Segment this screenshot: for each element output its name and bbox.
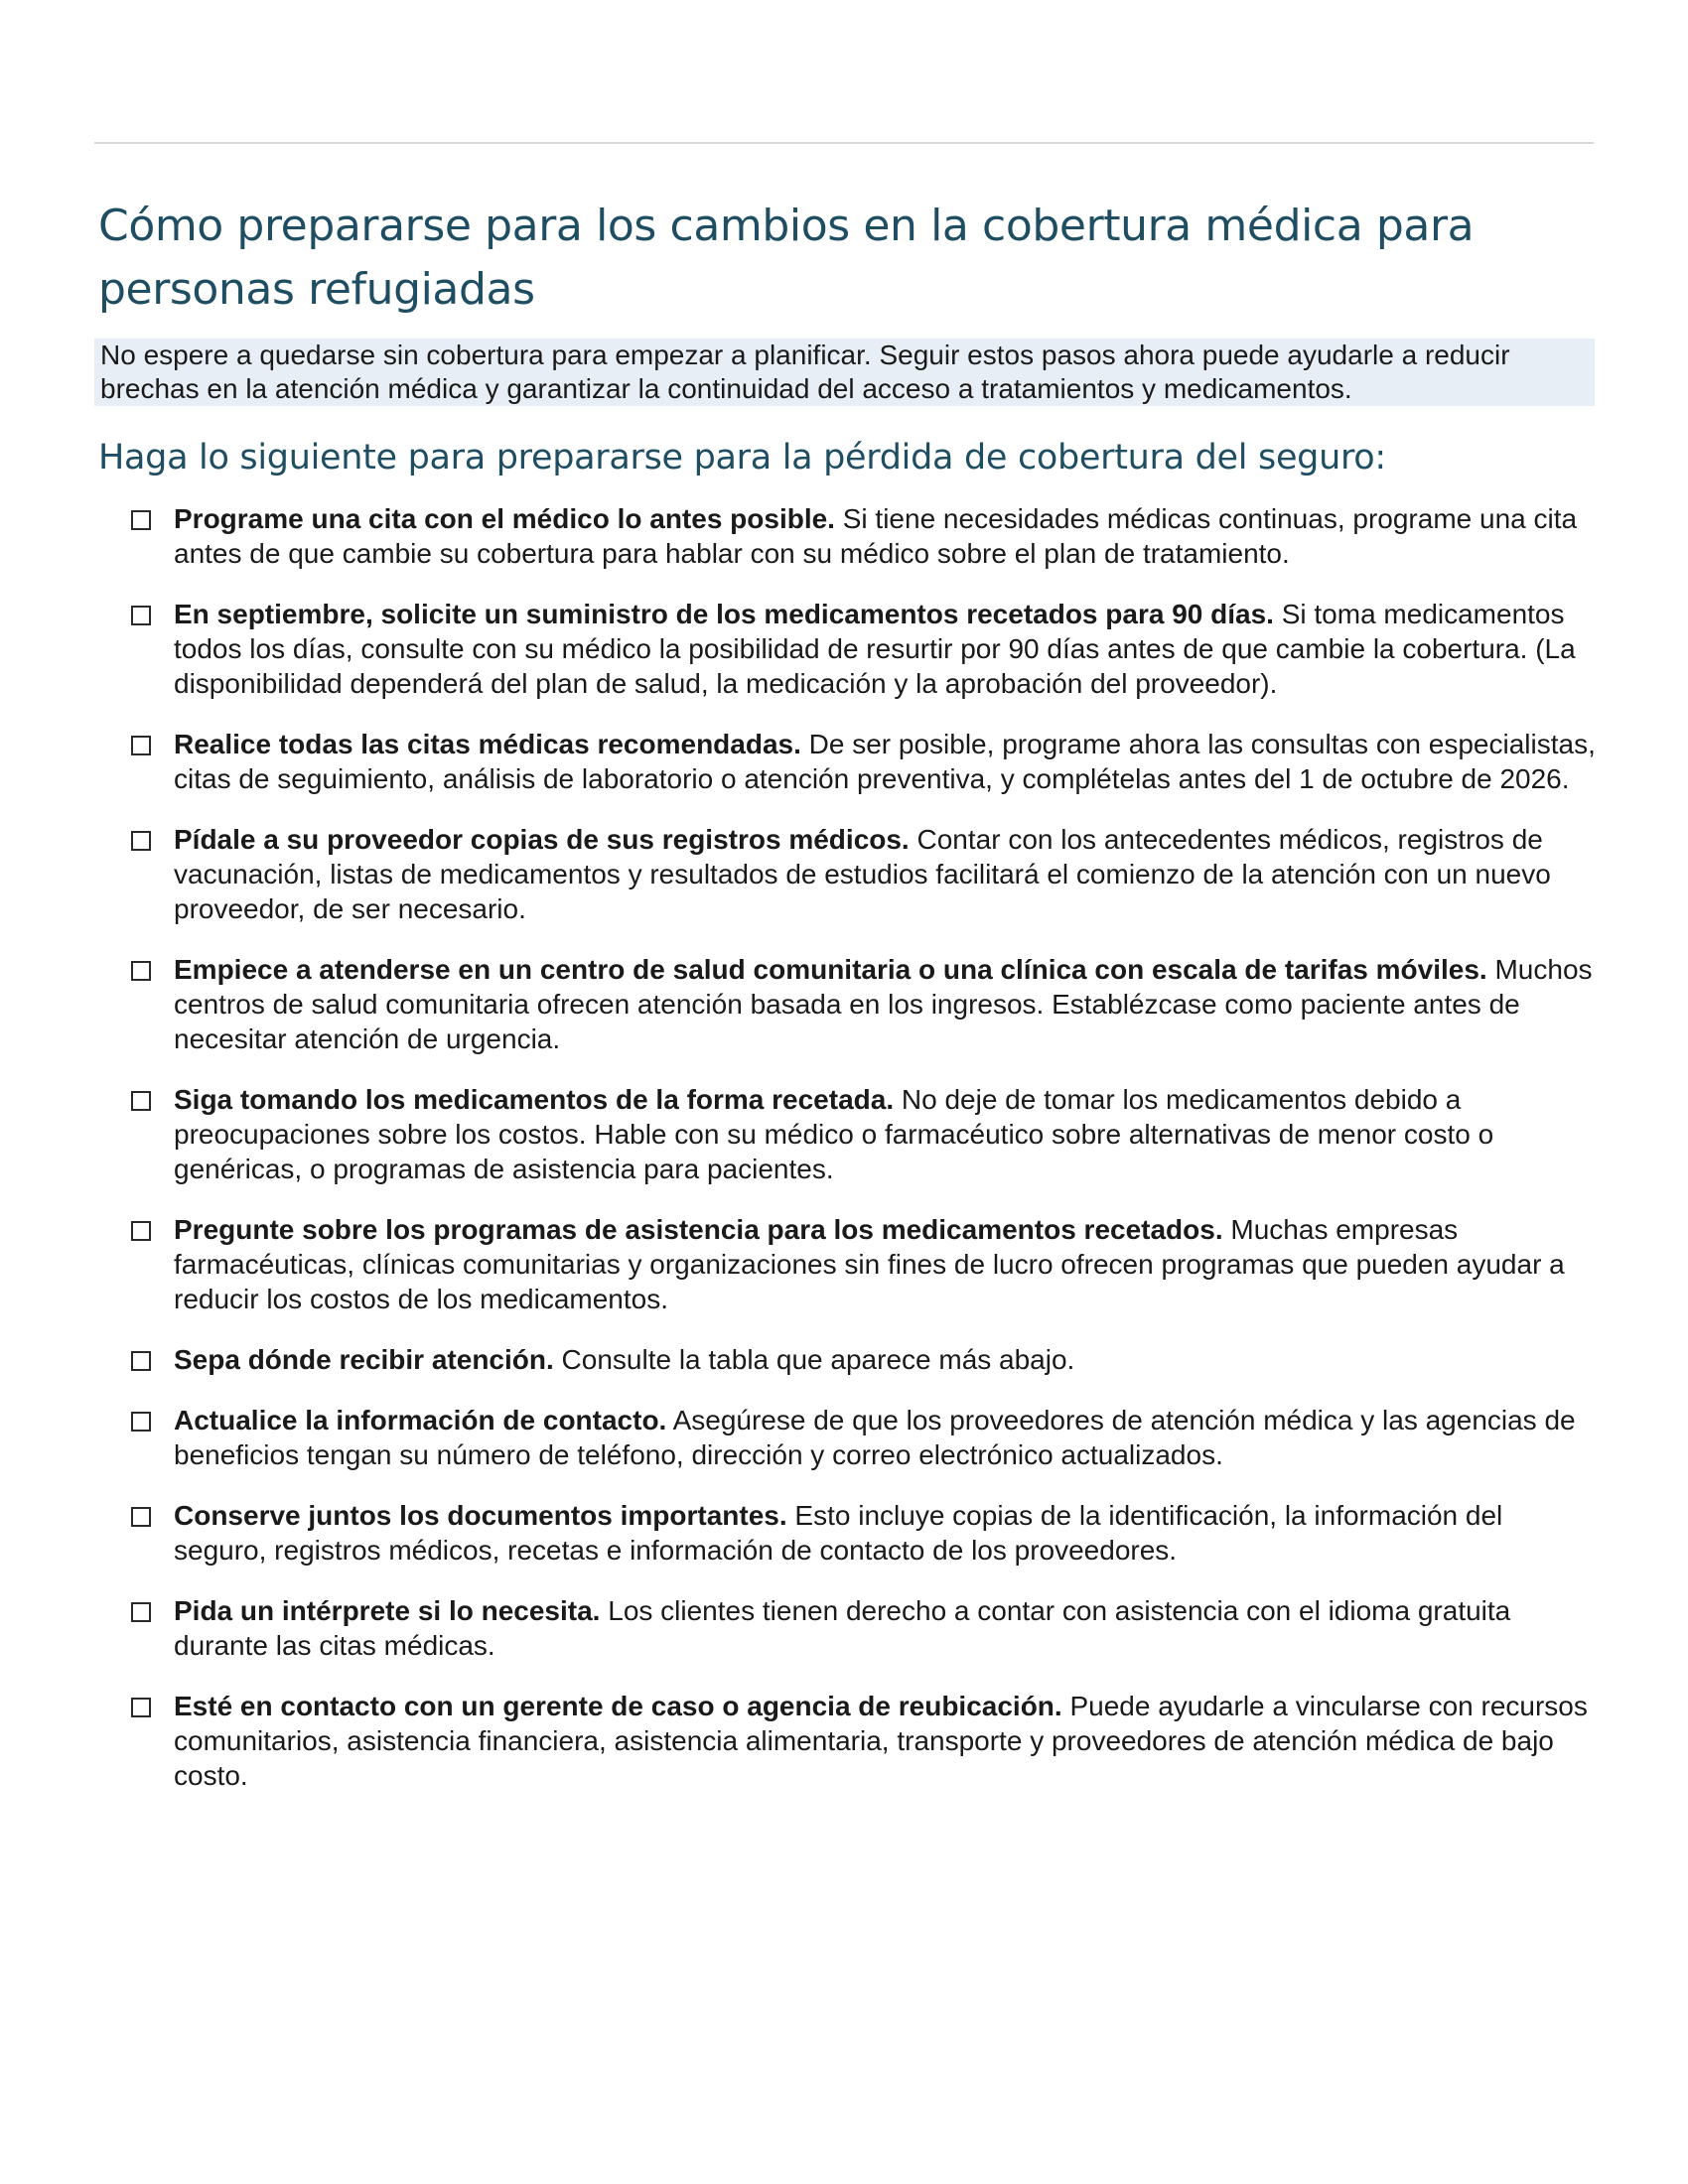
checklist-item bbox=[129, 1403, 1599, 1472]
checklist-item-body: Si tiene necesidades médicas continuas, programe una cita antes de que cambie su cobertura para hablar con su médico sobre el plan de tratamiento. bbox=[174, 503, 1578, 569]
checklist-item-title: Empiece a atenderse en un centro de salud comunitaria o una clínica con escala de tarifas móviles. bbox=[174, 954, 1487, 985]
checklist-item-text bbox=[174, 503, 1577, 569]
checklist-item-title: En septiembre, solicite un suministro de los medicamentos recetados para 90 días. bbox=[174, 599, 1274, 629]
checklist-item-body: Muchos centros de salud comunitaria ofrecen atención basada en los ingresos. Establézcase como paciente antes de necesitar atención de urgencia. bbox=[174, 954, 1593, 1054]
checklist-item bbox=[129, 952, 1599, 1056]
checklist-item-title: Esté en contacto con un gerente de caso o agencia de reubicación. bbox=[174, 1691, 1062, 1721]
checklist-item-title: Pídale a su proveedor copias de sus registros médicos. bbox=[174, 824, 910, 855]
checkbox-icon[interactable] bbox=[131, 510, 151, 530]
header-divider bbox=[94, 142, 1594, 144]
checkbox-icon[interactable] bbox=[131, 831, 151, 851]
checkbox-icon[interactable] bbox=[131, 1221, 151, 1241]
checklist-item-title: Conserve juntos los documentos importantes. bbox=[174, 1500, 787, 1531]
checklist-item-body: Muchas empresas farmacéuticas, clínicas comunitarias y organizaciones sin fines de lucro ofrecen programas que pueden ayudar a reducir los costos de los medicamentos. bbox=[174, 1214, 1565, 1314]
checklist-item-text bbox=[174, 1214, 1565, 1314]
checklist-item bbox=[129, 822, 1599, 926]
checkbox-icon[interactable] bbox=[131, 606, 151, 625]
checkbox-icon[interactable] bbox=[131, 1507, 151, 1527]
checklist-item bbox=[129, 1342, 1599, 1377]
intro-callout bbox=[94, 339, 1595, 406]
page-title: Cómo prepararse para los cambios en la cobertura médica para personas refugiadas bbox=[98, 201, 1475, 315]
checklist-item-title: Realice todas las citas médicas recomendadas. bbox=[174, 729, 801, 759]
checklist-item-body: Puede ayudarle a vincularse con recursos comunitarios, asistencia financiera, asistencia alimentaria, transporte y proveedores de atención médica de bajo costo. bbox=[174, 1691, 1588, 1791]
checklist-item-body: Si toma medicamentos todos los días, consulte con su médico la posibilidad de resurtir por 90 días antes de que cambie la cobertura. (La disponibilidad dependerá del plan de salud, la medicación y la aprobación del proveedor). bbox=[174, 599, 1576, 699]
checklist-item-text bbox=[174, 1691, 1588, 1791]
checklist-item-text bbox=[174, 1405, 1576, 1470]
checklist-item bbox=[129, 501, 1599, 571]
checkbox-icon[interactable] bbox=[131, 1412, 151, 1432]
checklist-item-body: No deje de tomar los medicamentos debido a preocupaciones sobre los costos. Hable con su médico o farmacéutico sobre alternativas de menor costo o genéricas, o programas de asistencia para pacientes. bbox=[174, 1084, 1494, 1184]
checklist-item-title: Actualice la información de contacto. bbox=[174, 1405, 667, 1435]
checklist-item-text bbox=[174, 824, 1551, 924]
checklist-item-body: Los clientes tienen derecho a contar con asistencia con el idioma gratuita durante las citas médicas. bbox=[174, 1595, 1511, 1661]
checklist-item bbox=[129, 1212, 1599, 1316]
checklist-item-text bbox=[174, 729, 1596, 794]
checklist-item-body: De ser posible, programe ahora las consultas con especialistas, citas de seguimiento, análisis de laboratorio o atención preventiva, y complételas antes del 1 de octubre de 2026. bbox=[174, 729, 1596, 794]
checklist-item bbox=[129, 1689, 1599, 1793]
checkbox-icon[interactable] bbox=[131, 1351, 151, 1371]
checklist-item-text bbox=[174, 1500, 1502, 1566]
checklist-item-body: Contar con los antecedentes médicos, registros de vacunación, listas de medicamentos y resultados de estudios facilitará el comienzo de la atención con un nuevo proveedor, de ser necesario. bbox=[174, 824, 1551, 924]
checklist-item-text bbox=[174, 1344, 1074, 1375]
checklist-item-body: Asegúrese de que los proveedores de atención médica y las agencias de beneficios tengan su número de teléfono, dirección y correo electrónico actualizados. bbox=[174, 1405, 1576, 1470]
checklist-item-title: Siga tomando los medicamentos de la forma recetada. bbox=[174, 1084, 895, 1115]
checkbox-icon[interactable] bbox=[131, 1091, 151, 1111]
checklist-item-text bbox=[174, 954, 1593, 1054]
checklist-item bbox=[129, 597, 1599, 701]
checklist-item-title: Pregunte sobre los programas de asistencia para los medicamentos recetados. bbox=[174, 1214, 1223, 1245]
intro-text: No espere a quedarse sin cobertura para empezar a planificar. Seguir estos pasos ahora puede ayudarle a reducir brechas en la atención médica y garantizar la continuidad del acceso a tratamientos y medicamentos. bbox=[100, 340, 1510, 404]
checklist-item-text bbox=[174, 1084, 1493, 1184]
checkbox-icon[interactable] bbox=[131, 1698, 151, 1717]
checklist-item-text bbox=[174, 599, 1576, 699]
preparation-checklist bbox=[129, 501, 1599, 1819]
checklist-item bbox=[129, 1082, 1599, 1186]
checklist-item-title: Pida un intérprete si lo necesita. bbox=[174, 1595, 601, 1626]
checkbox-icon[interactable] bbox=[131, 961, 151, 981]
checklist-item-body: Esto incluye copias de la identificación, la información del seguro, registros médicos, recetas e información de contacto de los proveedores. bbox=[174, 1500, 1503, 1566]
checklist-item-title: Programe una cita con el médico lo antes posible. bbox=[174, 503, 835, 534]
checklist-item-body: Consulte la tabla que aparece más abajo. bbox=[553, 1344, 1075, 1375]
checkbox-icon[interactable] bbox=[131, 1602, 151, 1622]
checklist-item bbox=[129, 1498, 1599, 1568]
checkbox-icon[interactable] bbox=[131, 736, 151, 755]
checklist-item-title: Sepa dónde recibir atención. bbox=[174, 1344, 554, 1375]
checklist-item-text bbox=[174, 1595, 1510, 1661]
section-heading: Haga lo siguiente para prepararse para la pérdida de cobertura del seguro: bbox=[98, 438, 1386, 478]
checklist-item bbox=[129, 1593, 1599, 1663]
checklist-item bbox=[129, 727, 1599, 796]
